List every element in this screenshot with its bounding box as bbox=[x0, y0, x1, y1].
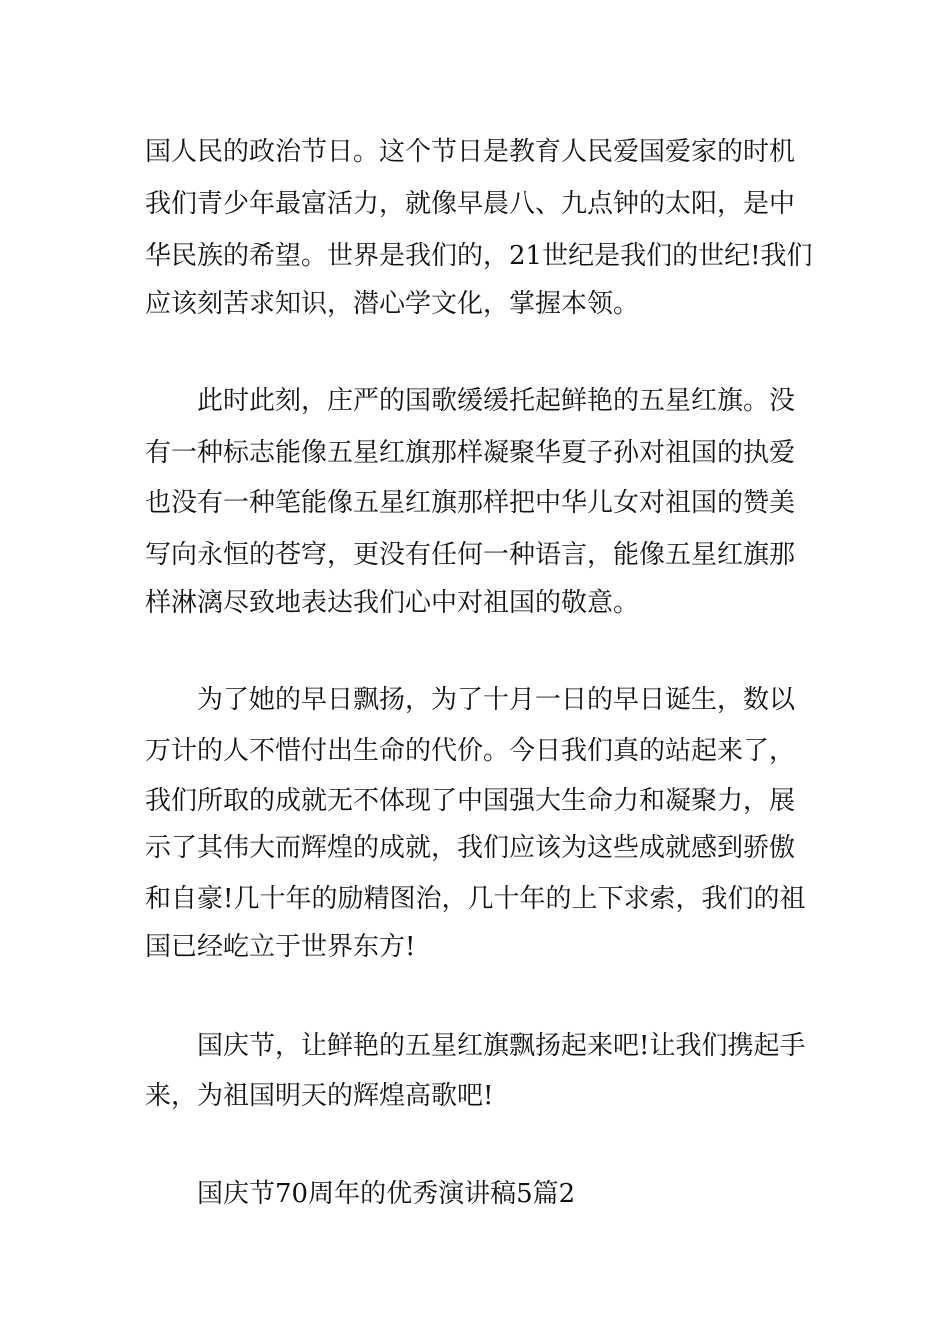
paragraph-2-line-2: 有一种标志能像五星红旗那样凝聚华夏子孙对祖国的执爱 bbox=[145, 438, 796, 468]
section-heading: 国庆节70周年的优秀演讲稿5篇2 bbox=[197, 1179, 576, 1209]
paragraph-4-line-1: 国庆节，让鲜艳的五星红旗飘扬起来吧!让我们携起手 bbox=[197, 1031, 806, 1061]
paragraph-2-line-5: 样淋漓尽致地表达我们心中对祖国的敬意。 bbox=[145, 588, 640, 618]
paragraph-3-line-1: 为了她的早日飘扬，为了十月一日的早日诞生，数以 bbox=[197, 685, 796, 715]
paragraph-1-line-3: 华民族的希望。世界是我们的，21世纪是我们的世纪!我们 bbox=[145, 241, 813, 271]
paragraph-2-line-3: 也没有一种笔能像五星红旗那样把中华儿女对祖国的赞美 bbox=[145, 488, 796, 518]
paragraph-1-line-1: 国人民的政治节日。这个节日是教育人民爱国爱家的时机 bbox=[145, 137, 796, 167]
paragraph-1-line-2: 我们青少年最富活力，就像早晨八、九点钟的太阳，是中 bbox=[145, 189, 796, 219]
paragraph-3-line-6: 国已经屹立于世界东方! bbox=[145, 932, 416, 962]
paragraph-3-line-2: 万计的人不惜付出生命的代价。今日我们真的站起来了， bbox=[145, 736, 796, 766]
paragraph-3-line-5: 和自豪!几十年的励精图治，几十年的上下求索，我们的祖 bbox=[145, 884, 806, 914]
paragraph-4-line-2: 来，为祖国明天的辉煌高歌吧! bbox=[145, 1081, 494, 1111]
paragraph-3-line-3: 我们所取的成就无不体现了中国强大生命力和凝聚力，展 bbox=[145, 786, 796, 816]
paragraph-3-line-4: 示了其伟大而辉煌的成就，我们应该为这些成就感到骄傲 bbox=[145, 833, 796, 863]
paragraph-1-line-4: 应该刻苦求知识，潜心学文化，掌握本领。 bbox=[145, 289, 640, 319]
paragraph-2-line-1: 此时此刻，庄严的国歌缓缓托起鲜艳的五星红旗。没 bbox=[197, 386, 796, 416]
paragraph-2-line-4: 写向永恒的苍穹，更没有任何一种语言，能像五星红旗那 bbox=[145, 540, 796, 570]
